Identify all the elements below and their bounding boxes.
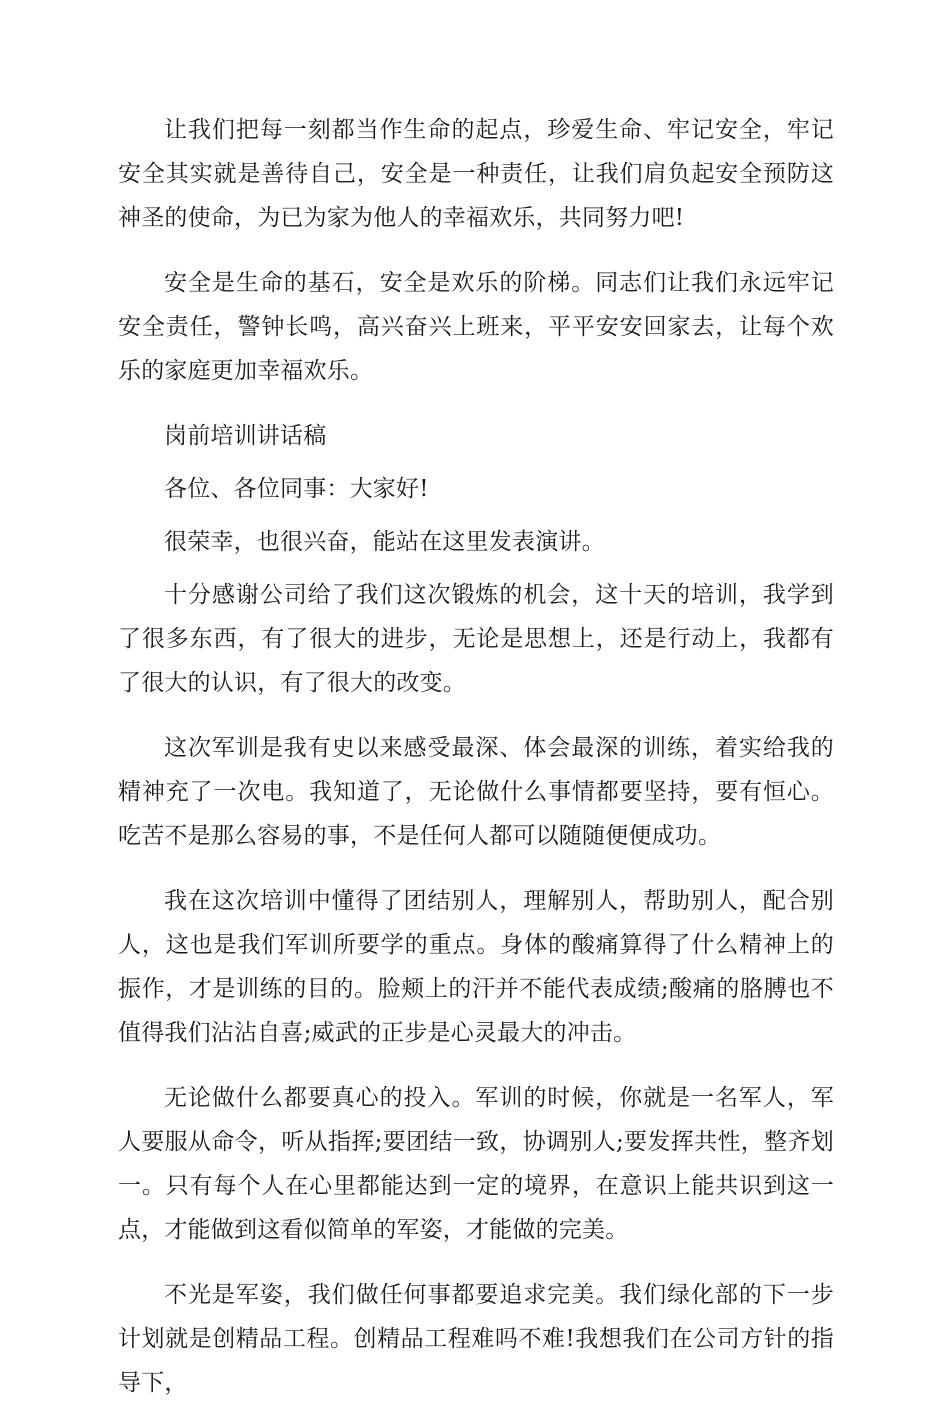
paragraph-perfection: 不光是军姿，我们做任何事都要追求完美。我们绿化部的下一步计划就是创精品工程。创精品工程难吗不难!我想我们在公司方针的指导下， bbox=[118, 1282, 834, 1396]
document-body bbox=[118, 108, 834, 1426]
section-title: 岗前培训讲话稿 bbox=[164, 423, 327, 449]
paragraph-opening: 很荣幸，也很兴奋，能站在这里发表演讲。 bbox=[164, 529, 605, 555]
paragraph-military-training: 这次军训是我有史以来感受最深、体会最深的训练，着实给我的精神充了一次电。我知道了，无论做什么事情都要坚持，要有恒心。吃苦不是那么容易的事，不是任何人都可以随随便便成功。 bbox=[118, 735, 834, 849]
paragraph-dedication: 无论做什么都要真心的投入。军训的时候，你就是一名军人，军人要服从命令，听从指挥;要团结一致，协调别人;要发挥共性，整齐划一。只有每个人在心里都能达到一定的境界，在意识上能共识到这一点，才能做到这看似简单的军姿，才能做的完美。 bbox=[118, 1085, 834, 1243]
paragraph-thanks: 十分感谢公司给了我们这次锻炼的机会，这十天的培训，我学到了很多东西，有了很大的进步，无论是思想上，还是行动上，我都有了很大的认识，有了很大的改变。 bbox=[118, 582, 834, 696]
greeting: 各位、各位同事：大家好! bbox=[164, 476, 429, 502]
paragraph-safety-life: 让我们把每一刻都当作生命的起点，珍爱生命、牢记安全，牢记安全其实就是善待自己，安全是一种责任，让我们肩负起安全预防这神圣的使命，为已为家为他人的幸福欢乐，共同努力吧! bbox=[118, 117, 834, 231]
paragraph-safety-foundation: 安全是生命的基石，安全是欢乐的阶梯。同志们让我们永远牢记安全责任，警钟长鸣，高兴奋兴上班来，平平安安回家去，让每个欢乐的家庭更加幸福欢乐。 bbox=[118, 270, 834, 384]
paragraph-teamwork: 我在这次培训中懂得了团结别人，理解别人，帮助别人，配合别人，这也是我们军训所要学的重点。身体的酸痛算得了什么精神上的振作，才是训练的目的。脸颊上的汗并不能代表成绩;酸痛的胳膊也不值得我们沾沾自喜;威武的正步是心灵最大的冲击。 bbox=[118, 888, 834, 1046]
